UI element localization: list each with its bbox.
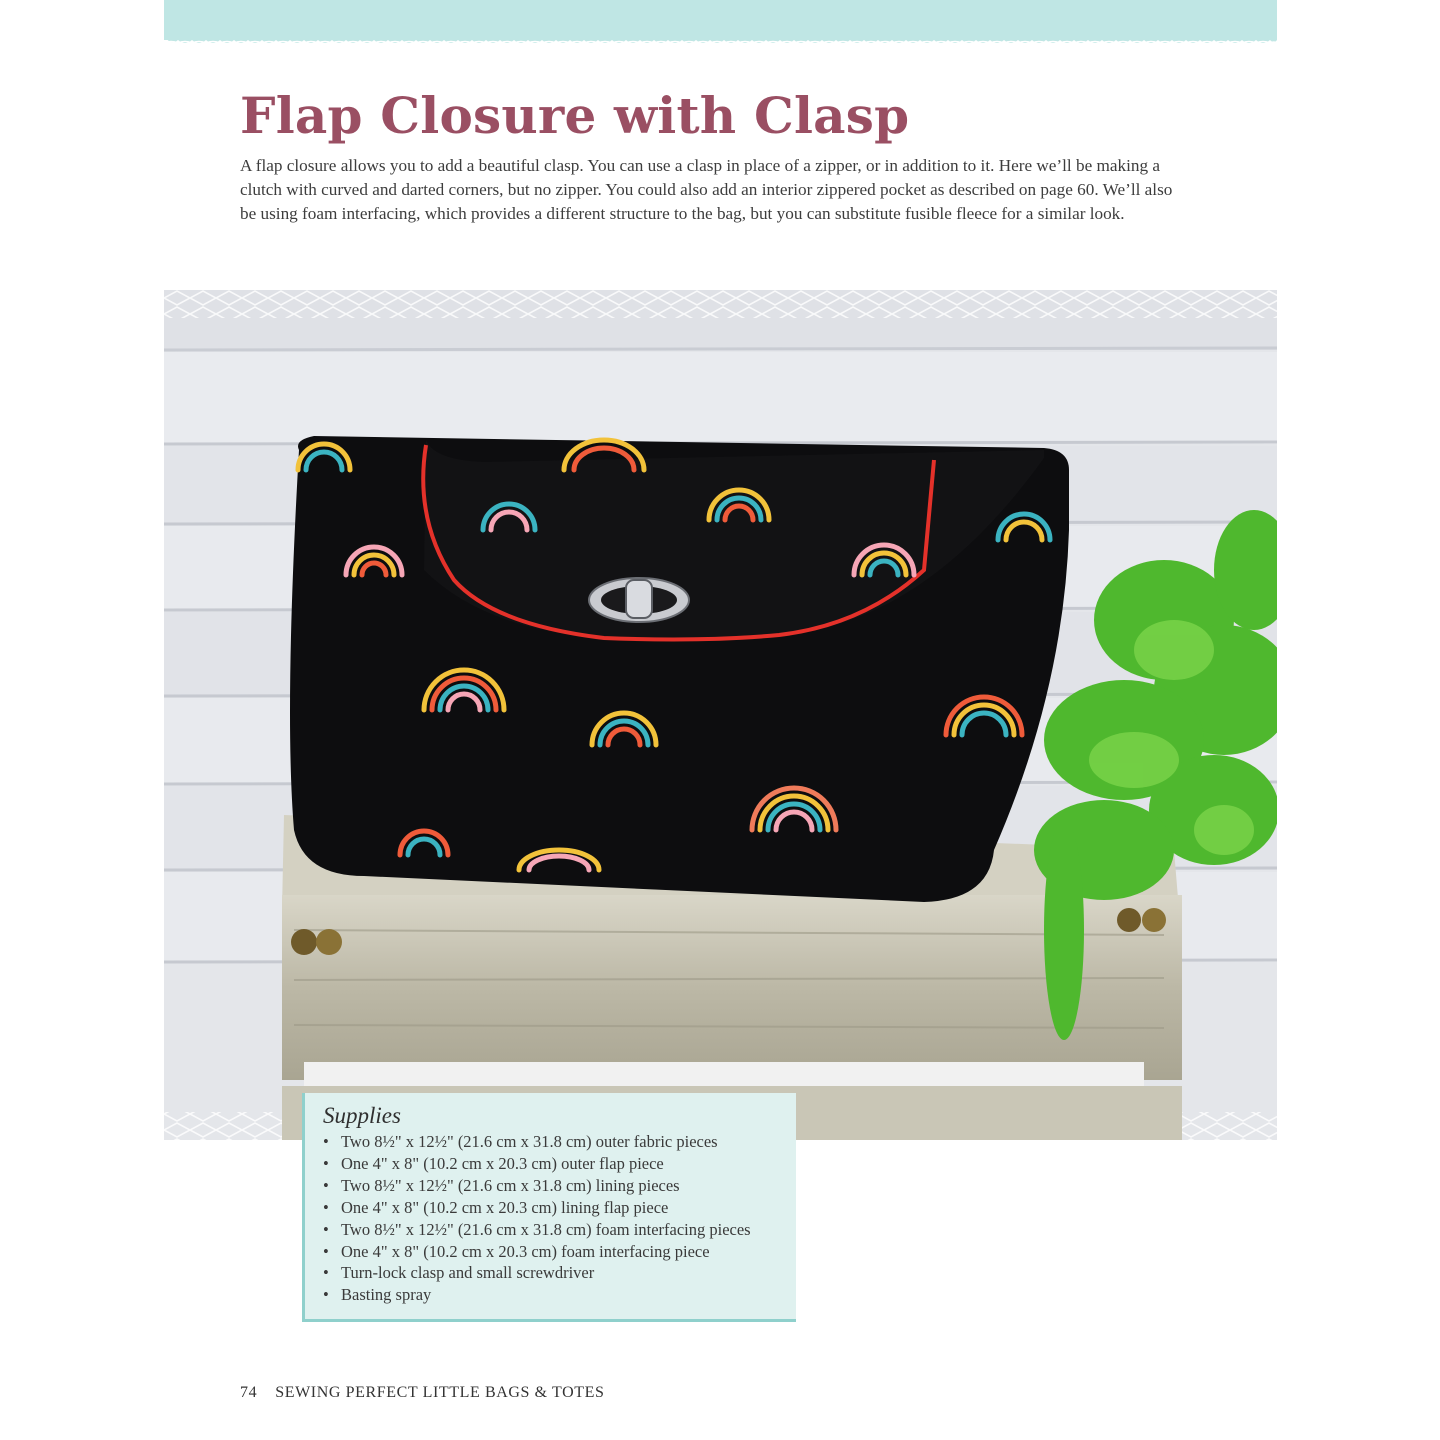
supply-text: One 4" x 8" (10.2 cm x 20.3 cm) lining flap piece bbox=[341, 1197, 669, 1217]
bullet: • bbox=[323, 1285, 329, 1305]
page-footer bbox=[240, 1384, 605, 1402]
intro-paragraph: A flap closure allows you to add a beautiful clasp. You can use a clasp in place of a zipper, or in addition to it. Here we’ll be making a clutch with curved and darted corners, but no zipper. You could also add an interior zippered pocket as described on page 60. We’ll also be using foam interfacing, which provides a different structure to the bag, but you can substitute fusible fleece for a similar look. bbox=[240, 156, 1173, 223]
clutch-photo-illustration bbox=[164, 290, 1277, 1140]
supply-text: Basting spray bbox=[341, 1285, 432, 1305]
supplies-box bbox=[302, 1093, 796, 1322]
list-item bbox=[323, 1175, 796, 1197]
list-item bbox=[323, 1262, 796, 1284]
list-item bbox=[323, 1284, 796, 1306]
bullet: • bbox=[323, 1219, 329, 1239]
supply-text: Turn-lock clasp and small screwdriver bbox=[341, 1263, 595, 1283]
bullet: • bbox=[323, 1241, 329, 1261]
supplies-list bbox=[323, 1131, 796, 1306]
bullet: • bbox=[323, 1197, 329, 1217]
list-item bbox=[323, 1241, 796, 1263]
list-item bbox=[323, 1197, 796, 1219]
bullet: • bbox=[323, 1153, 329, 1173]
list-item bbox=[323, 1153, 796, 1175]
bullet: • bbox=[323, 1263, 329, 1283]
turn-lock-clasp bbox=[589, 578, 689, 622]
supply-text: One 4" x 8" (10.2 cm x 20.3 cm) outer flap piece bbox=[341, 1153, 664, 1173]
bullet: • bbox=[323, 1175, 329, 1195]
supply-text: Two 8½" x 12½" (21.6 cm x 31.8 cm) outer fabric pieces bbox=[341, 1132, 718, 1151]
top-decorative-band bbox=[164, 0, 1277, 40]
supply-text: One 4" x 8" (10.2 cm x 20.3 cm) foam interfacing piece bbox=[341, 1241, 710, 1261]
supply-text: Two 8½" x 12½" (21.6 cm x 31.8 cm) foam interfacing pieces bbox=[341, 1219, 751, 1239]
supply-text: Two 8½" x 12½" (21.6 cm x 31.8 cm) lining pieces bbox=[341, 1175, 680, 1195]
page-number: 74 bbox=[240, 1384, 258, 1401]
bullet: • bbox=[323, 1132, 329, 1151]
list-item bbox=[323, 1219, 796, 1241]
book-title: SEWING PERFECT LITTLE BAGS & TOTES bbox=[275, 1384, 605, 1401]
list-item bbox=[323, 1131, 796, 1153]
page-title: Flap Closure with Clasp bbox=[240, 86, 910, 145]
product-photo bbox=[164, 290, 1277, 1140]
supplies-heading: Supplies bbox=[323, 1103, 401, 1128]
scalloped-edge bbox=[164, 36, 1277, 46]
